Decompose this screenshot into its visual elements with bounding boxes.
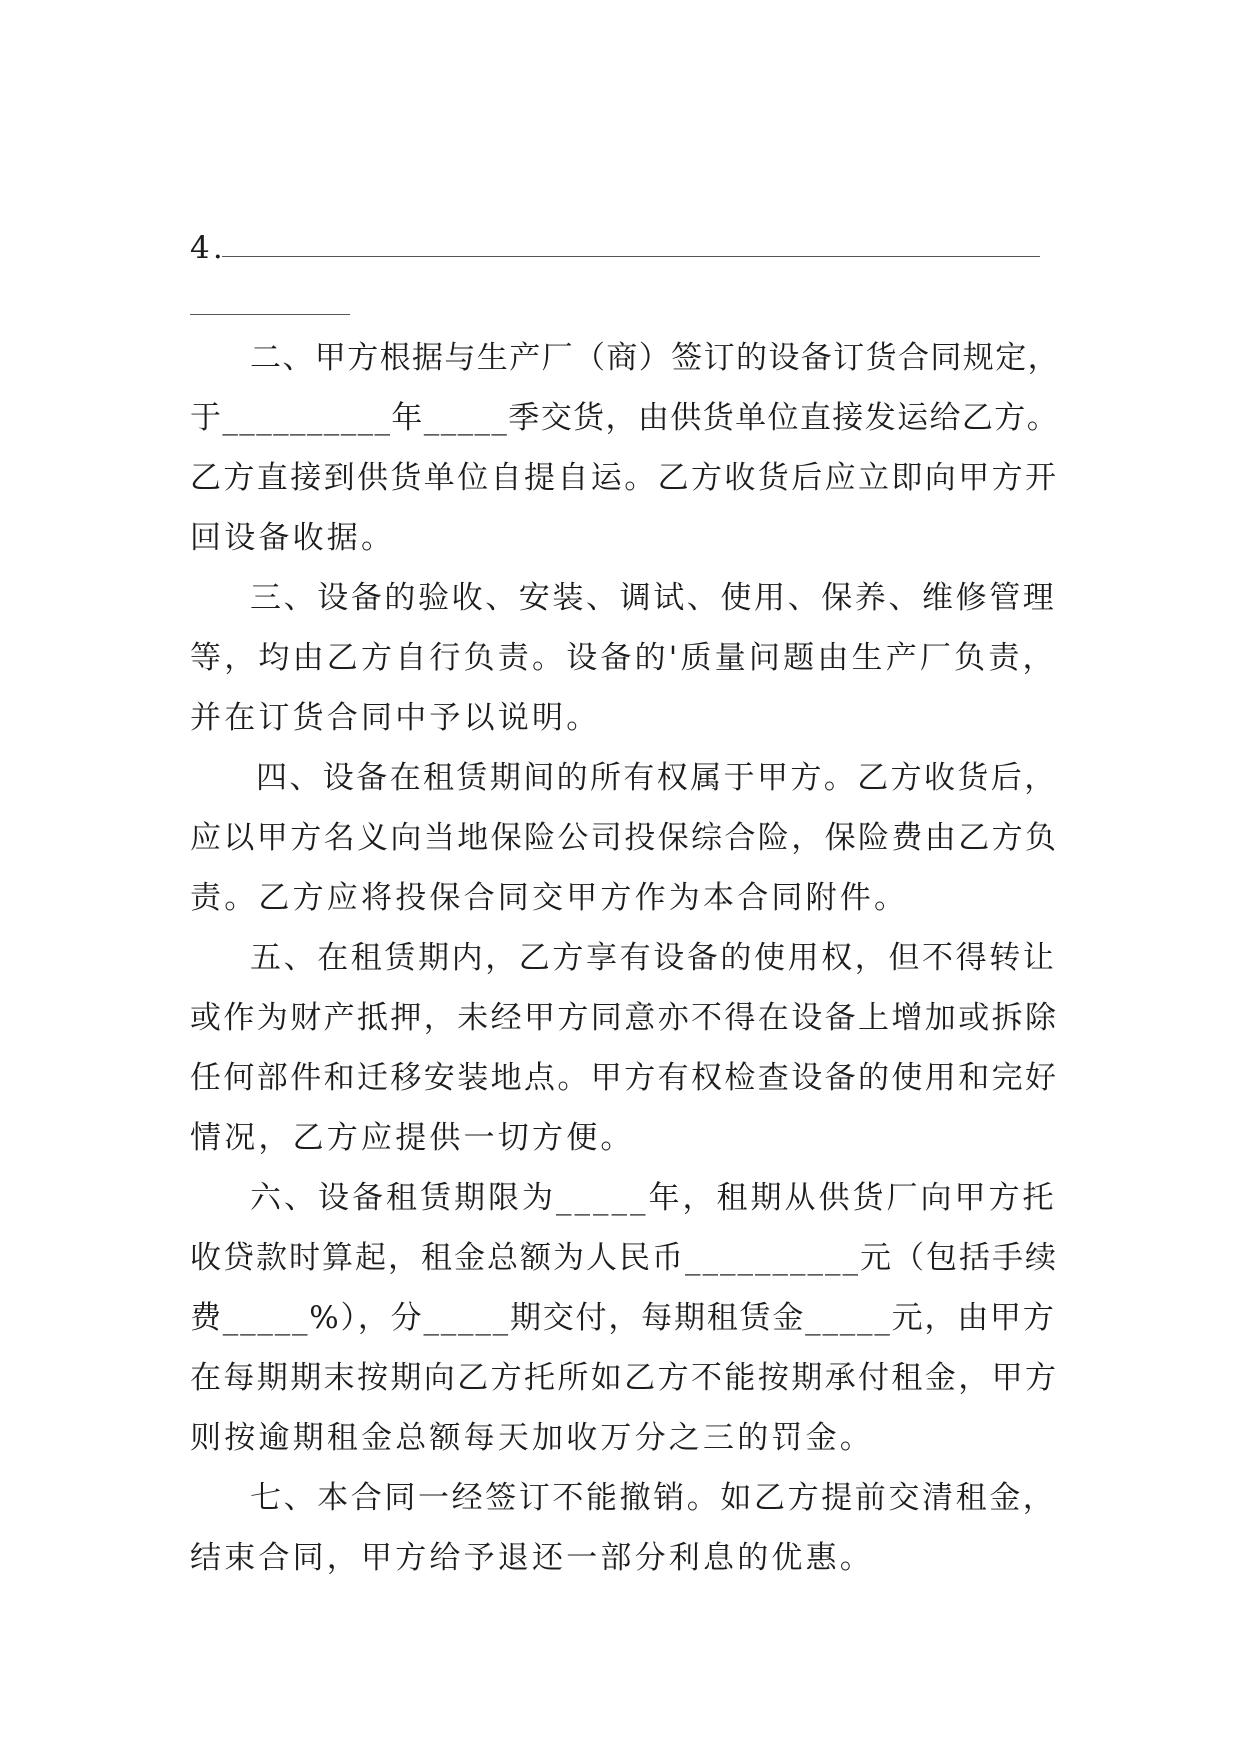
clause-4-line-1: 四、设备在租赁期间的所有权属于甲方。乙方收货后， xyxy=(256,760,1058,796)
clause-7-line-2: 结束合同，甲方给予退还一部分利息的优惠。 xyxy=(190,1540,874,1576)
clause-6-line-3: 费_____%），分_____期交付，每期租赁金_____元，由甲方 xyxy=(190,1300,1056,1336)
clause-2-line-4: 回设备收据。 xyxy=(190,520,396,556)
clause-6-line-1: 六、设备租赁期限为_____年，租期从供货厂向甲方托 xyxy=(250,1180,1057,1216)
clause-6-line-4: 在每期期末按期向乙方托所如乙方不能按期承付租金，甲方 xyxy=(190,1360,1059,1396)
clause-3-line-2: 等，均由乙方自行负责。设备的'质量问题由生产厂负责， xyxy=(190,640,1057,676)
clause-3-line-3: 并在订货合同中予以说明。 xyxy=(190,700,601,736)
clause-5-line-3: 任何部件和迁移安装地点。甲方有权检查设备的使用和完好 xyxy=(190,1060,1059,1096)
clause-4-line-3: 责。乙方应将投保合同交甲方作为本合同附件。 xyxy=(190,880,909,916)
clause-4-line-2: 应以甲方名义向当地保险公司投保综合险，保险费由乙方负 xyxy=(190,820,1059,856)
clause-6-line-5: 则按逾期租金总额每天加收万分之三的罚金。 xyxy=(190,1420,874,1456)
item-4-label: 4. xyxy=(190,230,226,266)
item-4-blank-line xyxy=(222,256,1040,257)
clause-5-line-4: 情况，乙方应提供一切方便。 xyxy=(190,1120,635,1156)
clause-5-line-1: 五、在租赁期内，乙方享有设备的使用权，但不得转让 xyxy=(250,940,1057,976)
clause-7-line-1: 七、本合同一经签订不能撤销。如乙方提前交清租金， xyxy=(250,1480,1057,1516)
clause-2-line-1: 二、甲方根据与生产厂（商）签订的设备订货合同规定， xyxy=(250,340,1060,376)
clause-2-line-2: 于__________年_____季交货，由供货单位直接发运给乙方。 xyxy=(190,400,1060,436)
clause-2-line-3: 乙方直接到供货单位自提自运。乙方收货后应立即向甲方开 xyxy=(190,460,1059,496)
clause-3-line-1: 三、设备的验收、安装、调试、使用、保养、维修管理 xyxy=(250,580,1057,616)
item-4-blank-line-continued xyxy=(190,314,350,315)
clause-5-line-2: 或作为财产抵押，未经甲方同意亦不得在设备上增加或拆除 xyxy=(190,1000,1059,1036)
clause-6-line-2: 收贷款时算起，租金总额为人民币__________元（包括手续 xyxy=(190,1240,1058,1276)
